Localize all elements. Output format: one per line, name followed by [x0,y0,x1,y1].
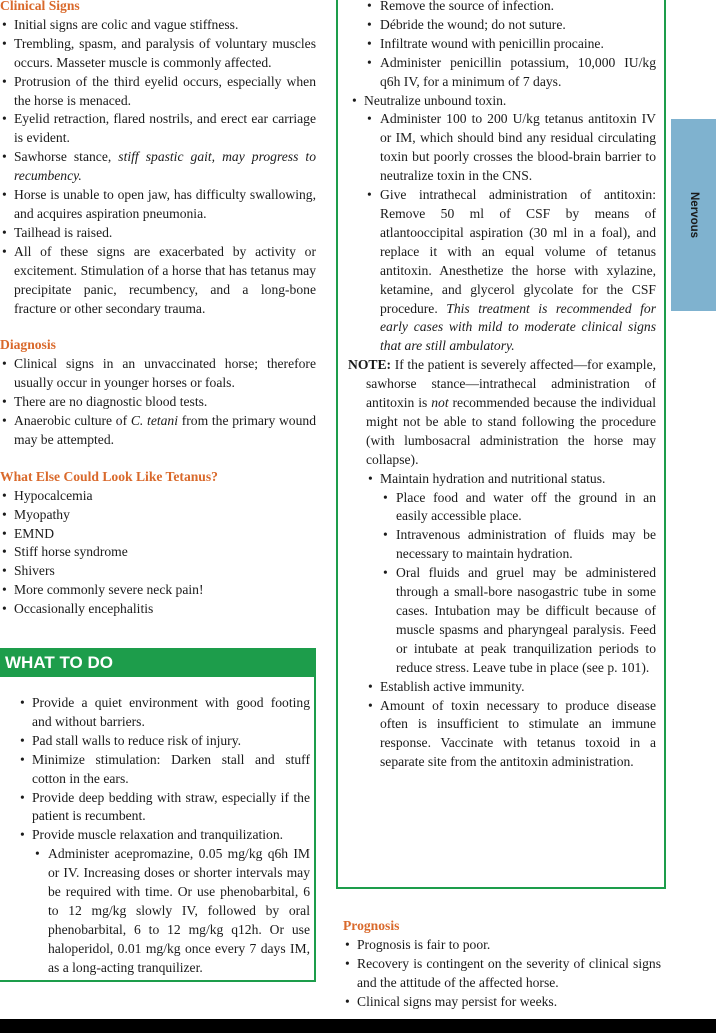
list-item: • Clinical signs in an unvaccinated horse; therefore usually occur in younger horses or foals. [0,355,316,393]
right-column [350,0,656,772]
list-item: • There are no diagnostic blood tests. [0,393,316,412]
list-item: • Remove the source of infection. [364,0,656,16]
section-tab [671,119,716,311]
list-item: • Occasionally encephalitis [0,600,316,619]
note-paragraph [348,356,656,469]
intrathecal-italic: This treatment is recommended for early cases with mild to moderate clinical signs that are still ambulatory. [380,300,656,354]
list-item: • Minimize stimulation: Darken stall and stuff cotton in the ears. [18,751,310,789]
note-text-end: recommended because the individual might not be able to stand following the procedure (with lumbosacral administration the horse may collapse). [366,395,656,467]
tranquilization-text: Provide muscle relaxation and tranquilization. [32,827,284,843]
note-not: not [431,395,449,411]
list-item: • Provide a quiet environment with good footing and without barriers. [18,694,310,732]
hydration-list [366,470,656,773]
culture-organism: C. tetani [130,413,179,429]
list-item: • Shivers [0,562,316,581]
list-item: • Provide deep bedding with straw, especially if the patient is recumbent. [18,789,310,827]
list-item: • Administer 100 to 200 U/kg tetanus antitoxin IV or IM, which should bind any residual circulating toxin but poorly crosses the blood-brain barrier to neutralize toxin in the CNS. [364,110,656,186]
diagnosis-list [0,355,316,450]
list-item: • Prognosis is fair to poor. [343,936,661,955]
list-item: • Débride the wound; do not suture. [364,16,656,35]
culture-text: Anaerobic culture of [14,413,131,429]
list-item [0,148,316,186]
list-item: • All of these signs are exacerbated by activity or excitement. Stimulation of a horse that has tetanus may precipitate panic, recumbency, and a long-bone fracture or other secondary trauma. [0,243,316,319]
list-item: • Pad stall walls to reduce risk of injury. [18,732,310,751]
list-item: • Amount of toxin necessary to produce disease often is insufficient to stimulate an immune response. Vaccinate with tetanus toxoid in a separate site from the antitoxin administration. [366,697,656,773]
list-item: • Trembling, spasm, and paralysis of voluntary muscles occurs. Masseter muscle is commonly affected. [0,35,316,73]
list-item: • Eyelid retraction, flared nostrils, and erect ear carriage is evident. [0,110,316,148]
list-item: • Establish active immunity. [366,678,656,697]
list-item: • Horse is unable to open jaw, has difficulty swallowing, and acquires aspiration pneumonia. [0,186,316,224]
culture-text-end: from the primary wound may be attempted. [14,413,316,447]
intrathecal-text: Give intrathecal administration of antitoxin: Remove 50 ml of CSF by means of atlantooccipital aspiration (30 ml in a foal), and replace it with an equal volume of tetanus antitoxin. Anesthetize the horse with xylazine, ketamine, and glycerol glycolate for the CSF procedure. [380,187,656,316]
list-item: • Clinical signs may persist for weeks. [343,993,661,1012]
list-item: • Tailhead is raised. [0,224,316,243]
what-to-do-content [18,694,310,978]
prognosis-list [343,936,661,1012]
what-to-do-list [18,694,310,978]
prognosis-section [343,917,661,1012]
list-item: • Initial signs are colic and vague stiffness. [0,16,316,35]
differentials-heading: What Else Could Look Like Tetanus? [0,468,218,484]
left-column [0,0,316,619]
what-to-do-heading: WHAT TO DO [0,648,316,677]
list-item: • More commonly severe neck pain! [0,581,316,600]
bottom-bar [0,1019,716,1033]
list-item: • Administer penicillin potassium, 10,000 IU/kg q6h IV, for a minimum of 7 days. [364,54,656,92]
neutralize-list [350,92,656,357]
clinical-signs-heading: Clinical Signs [0,0,80,13]
clinical-signs-list [0,16,316,319]
differentials-list [0,487,316,619]
list-item [350,92,656,357]
note-label: NOTE: [348,357,392,373]
neutralize-text: Neutralize unbound toxin. [364,92,507,108]
note-text: If the patient is severely affected—for example, sawhorse stance—intrathecal administration of antitoxin is [366,357,656,411]
list-item: • Protrusion of the third eyelid occurs, especially when the horse is menaced. [0,73,316,111]
section-tab-label: Nervous [687,191,700,239]
hydration-text: Maintain hydration and nutritional status. [380,470,606,486]
neutralize-sublist [364,110,656,356]
tranquilization-sublist [32,845,310,977]
sawhorse-italic: stiff spastic gait, may progress to recumbency. [14,149,316,184]
wound-list [364,0,656,92]
list-item [0,412,316,450]
list-item: • Oral fluids and gruel may be administered through a small-bore nasogastric tube in some cases. Intubation may be difficult because of muscle spasms and pharyngeal paralysis. Feed or intubate at peak tranquilization periods to reduce stress. Leave tube in place (see p. 101). [380,564,656,677]
list-item: • Place food and water off the ground in an easily accessible place. [380,489,656,527]
hydration-sublist [380,489,656,678]
list-item: • Hypocalcemia [0,487,316,506]
diagnosis-heading: Diagnosis [0,337,56,353]
list-item [18,826,310,977]
sawhorse-text: Sawhorse stance, [14,149,119,165]
list-item: • Recovery is contingent on the severity of clinical signs and the attitude of the affected horse. [343,955,661,993]
list-item: • Intravenous administration of fluids may be necessary to maintain hydration. [380,526,656,564]
list-item [366,470,656,678]
list-item: • Infiltrate wound with penicillin procaine. [364,35,656,54]
list-item: • Myopathy [0,506,316,525]
list-item: • Stiff horse syndrome [0,543,316,562]
prognosis-heading: Prognosis [343,918,400,933]
list-item: • EMND [0,525,316,544]
list-item: • Administer acepromazine, 0.05 mg/kg q6h IM or IV. Increasing doses or shorter intervals may be required with time. Or use phenobarbital, 6 to 12 mg/kg slowly IV, followed by oral phenobarbital, 6 to 12 mg/kg q12h. Or use haloperidol, 0.01 mg/kg once every 7 days IM, as a long-acting tranquilizer. [32,845,310,977]
list-item [364,186,656,356]
